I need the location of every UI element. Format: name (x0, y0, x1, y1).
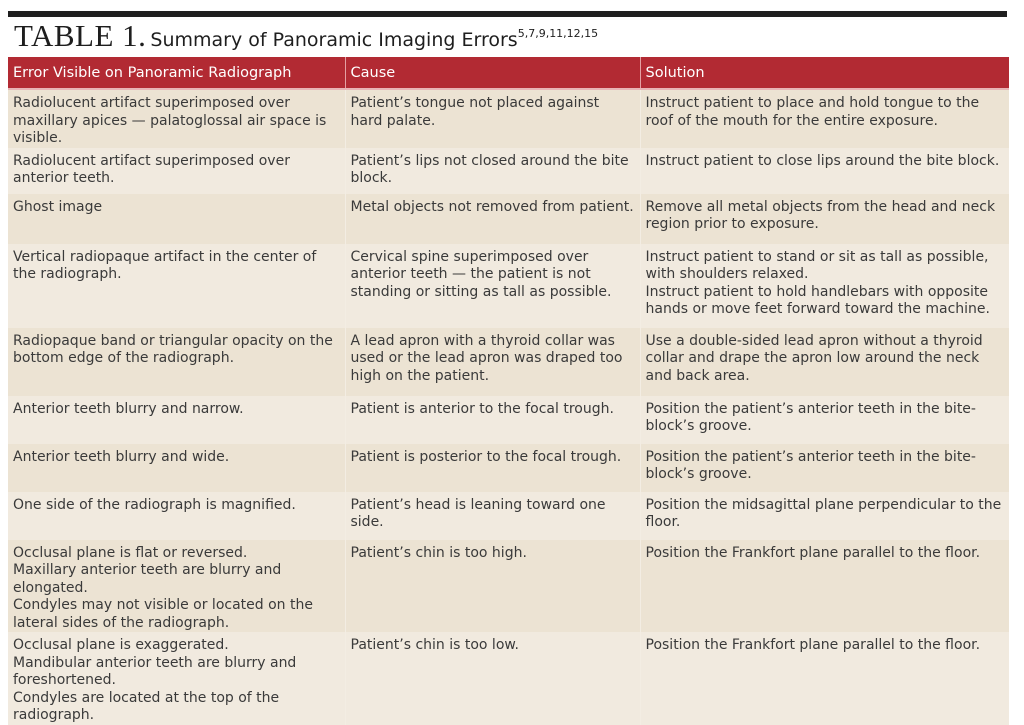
cell-cause (345, 244, 640, 328)
solution-text: Instruct patient to close lips around the bite block. (645, 152, 1000, 169)
error-text: Radiolucent artifact superimposed over maxillary apices — palatoglossal air space is visible. (13, 95, 327, 146)
cell-error (8, 444, 345, 492)
errors-table (8, 57, 1009, 725)
cause-text: Metal objects not removed from patient. (350, 198, 634, 215)
solution-text: Position the Frankfort plane parallel to the floor. (645, 544, 981, 561)
cell-error (8, 194, 345, 244)
cell-error (8, 492, 345, 540)
cause-text: Patient is anterior to the focal trough. (350, 400, 614, 417)
cell-cause (345, 148, 640, 194)
cell-error (8, 632, 345, 725)
cell-error (8, 148, 345, 194)
cause-text: Patient’s chin is too low. (350, 637, 519, 653)
solution-text: Position the patient’s anterior teeth in the bite-block’s groove. (645, 448, 976, 482)
solution-text: Instruct patient to stand or sit as tall as possible, with shoulders relaxed. (645, 248, 989, 282)
error-text: Occlusal plane is flat or reversed. (13, 544, 248, 561)
cell-error (8, 328, 345, 396)
solution-text: Use a double-sided lead apron without a thyroid collar and drape the apron low around the neck and back area. (645, 332, 983, 384)
table-row (8, 194, 1009, 244)
cell-solution (640, 540, 1009, 633)
table-row (8, 89, 1009, 148)
cell-error (8, 89, 345, 148)
header-row (8, 57, 1009, 89)
cell-solution (640, 396, 1009, 444)
header-solution: Solution (640, 57, 1009, 89)
solution-text: Position the Frankfort plane parallel to the floor. (645, 637, 981, 653)
solution-text: Position the midsagittal plane perpendicular to the floor. (645, 496, 1002, 530)
cause-text: Patient’s tongue not placed against hard palate. (350, 95, 600, 129)
header-cause: Cause (345, 57, 640, 89)
cell-solution (640, 194, 1009, 244)
cause-text: Patient’s chin is too high. (350, 544, 527, 561)
solution-text: Position the patient’s anterior teeth in the bite-block’s groove. (645, 400, 976, 434)
error-text: Condyles may not visible or located on the lateral sides of the radiograph. (13, 597, 313, 631)
header-error: Error Visible on Panoramic Radiograph (8, 57, 345, 89)
solution-text: Remove all metal objects from the head and neck region prior to exposure. (645, 198, 996, 232)
cell-cause (345, 194, 640, 244)
table-title (14, 18, 598, 54)
cell-cause (345, 540, 640, 633)
solution-text: Instruct patient to place and hold tongue to the roof of the mouth for the entire exposure. (645, 95, 980, 129)
table-row (8, 540, 1009, 633)
cause-text: A lead apron with a thyroid collar was used or the lead apron was draped too high on the patient. (350, 332, 623, 384)
table-row (8, 148, 1009, 194)
cell-solution (640, 148, 1009, 194)
cell-solution (640, 328, 1009, 396)
cause-text: Patient’s lips not closed around the bite block. (350, 152, 629, 186)
error-text: Condyles are located at the top of the radiograph. (13, 689, 280, 723)
error-text: Ghost image (13, 198, 103, 215)
cell-solution (640, 492, 1009, 540)
reference-superscript: 5,7,9,11,12,15 (517, 27, 599, 40)
error-text: Radiopaque band or triangular opacity on the bottom edge of the radiograph. (13, 332, 333, 366)
error-text: Mandibular anterior teeth are blurry and foreshortened. (13, 654, 297, 688)
cause-text: Cervical spine superimposed over anterior teeth — the patient is not standing or sitting as tall as possible. (350, 248, 612, 300)
table-row (8, 632, 1009, 725)
error-text: Maxillary anterior teeth are blurry and elongated. (13, 562, 282, 596)
cell-error (8, 244, 345, 328)
cell-cause (345, 396, 640, 444)
cell-cause (345, 492, 640, 540)
table-row (8, 396, 1009, 444)
table-row (8, 328, 1009, 396)
cell-solution (640, 632, 1009, 725)
cell-cause (345, 328, 640, 396)
cell-cause (345, 632, 640, 725)
cell-error (8, 396, 345, 444)
error-text: Anterior teeth blurry and narrow. (13, 400, 244, 417)
top-rule (8, 11, 1007, 17)
error-text: One side of the radiograph is magnified. (13, 496, 296, 513)
error-text: Radiolucent artifact superimposed over anterior teeth. (13, 152, 290, 186)
error-text: Occlusal plane is exaggerated. (13, 637, 229, 653)
table-row (8, 492, 1009, 540)
error-text: Anterior teeth blurry and wide. (13, 448, 230, 465)
cell-cause (345, 444, 640, 492)
table-row (8, 244, 1009, 328)
cell-cause (345, 89, 640, 148)
cell-solution (640, 89, 1009, 148)
cell-solution (640, 444, 1009, 492)
error-text: Vertical radiopaque artifact in the center of the radiograph. (13, 248, 317, 282)
table-row (8, 444, 1009, 492)
cause-text: Patient’s head is leaning toward one side. (350, 496, 606, 530)
cell-error (8, 540, 345, 633)
table-caption: Summary of Panoramic Imaging Errors (150, 29, 518, 51)
solution-text: Instruct patient to hold handlebars with opposite hands or move feet forward toward the machine. (645, 283, 990, 317)
cause-text: Patient is posterior to the focal trough. (350, 448, 622, 465)
table-number: TABLE 1. (14, 18, 147, 53)
cell-solution (640, 244, 1009, 328)
